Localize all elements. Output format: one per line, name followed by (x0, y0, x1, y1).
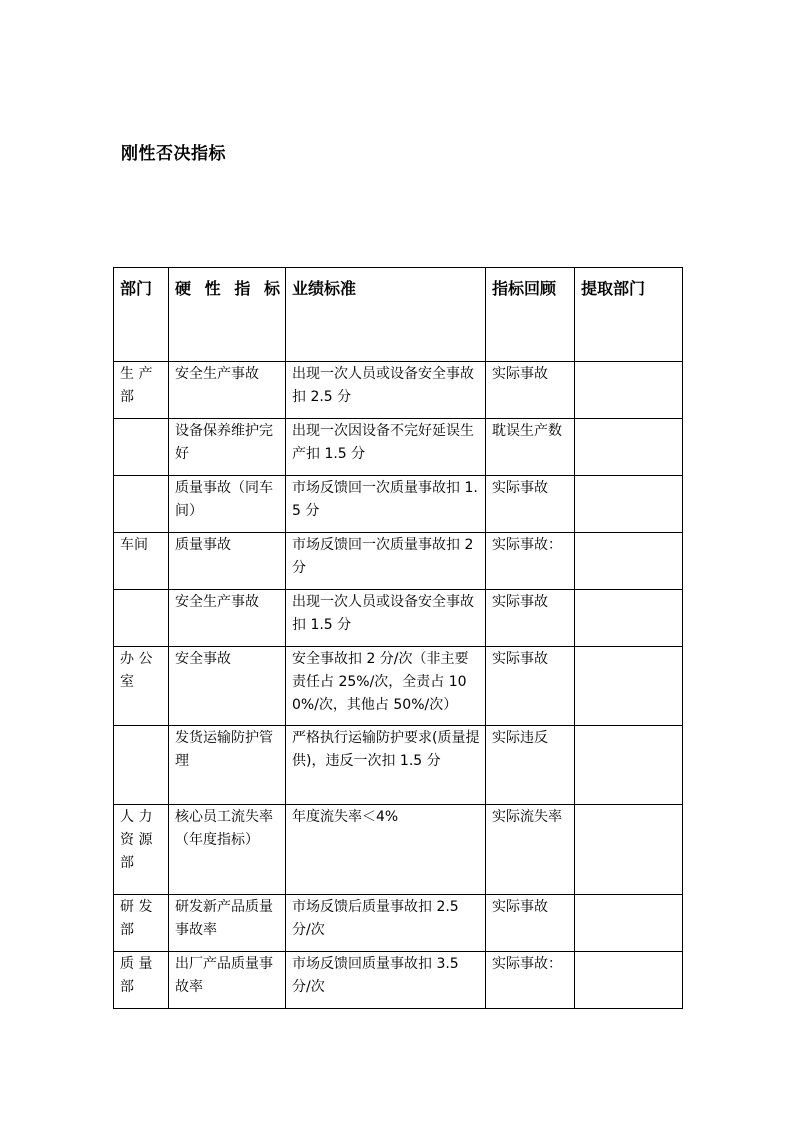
cell-metric: 研发新产品质量事故率 (169, 895, 286, 952)
table-row (114, 476, 683, 533)
cell-standard: 出现一次人员或设备安全事故扣 1.5 分 (286, 590, 486, 647)
cell-metric: 安全生产事故 (169, 362, 286, 419)
cell-standard: 出现一次人员或设备安全事故扣 2.5 分 (286, 362, 486, 419)
cell-extraction (575, 895, 683, 952)
cell-review: 实际事故 (486, 895, 575, 952)
cell-extraction (575, 533, 683, 590)
cell-review: 实际事故 (486, 362, 575, 419)
cell-metric: 质量事故 (169, 533, 286, 590)
cell-review: 实际事故： (486, 952, 575, 1009)
cell-review: 实际事故 (486, 647, 575, 726)
table-row (114, 726, 683, 805)
cell-department (114, 476, 169, 533)
cell-extraction (575, 590, 683, 647)
cell-extraction (575, 805, 683, 895)
document-title: 刚性否决指标 (121, 144, 226, 164)
header-extraction-department: 提取部门 (575, 268, 683, 362)
cell-standard: 市场反馈回一次质量事故扣 2 分 (286, 533, 486, 590)
cell-department (114, 590, 169, 647)
rigid-veto-metrics-table (113, 267, 683, 1009)
cell-metric: 核心员工流失率（年度指标） (169, 805, 286, 895)
cell-metric: 安全生产事故 (169, 590, 286, 647)
cell-review: 实际事故 (486, 476, 575, 533)
cell-department (114, 419, 169, 476)
cell-review: 实际流失率 (486, 805, 575, 895)
table-row (114, 362, 683, 419)
cell-extraction (575, 726, 683, 805)
cell-review: 实际事故： (486, 533, 575, 590)
cell-standard: 年度流失率＜4% (286, 805, 486, 895)
cell-review: 实际事故 (486, 590, 575, 647)
cell-standard: 市场反馈回质量事故扣 3.5 分/次 (286, 952, 486, 1009)
cell-department: 生 产 部 (114, 362, 169, 419)
cell-department: 车间 (114, 533, 169, 590)
cell-extraction (575, 647, 683, 726)
table-row (114, 805, 683, 895)
table-row (114, 952, 683, 1009)
table-row (114, 647, 683, 726)
cell-department: 研 发 部 (114, 895, 169, 952)
table-header-row (114, 268, 683, 362)
cell-department (114, 726, 169, 805)
header-rigid-metric: 硬 性 指 标 (169, 268, 286, 362)
cell-review: 耽误生产数 (486, 419, 575, 476)
table-row (114, 533, 683, 590)
cell-metric: 设备保养维护完好 (169, 419, 286, 476)
cell-extraction (575, 419, 683, 476)
table-row (114, 590, 683, 647)
cell-department: 办 公 室 (114, 647, 169, 726)
cell-standard: 市场反馈后质量事故扣 2.5 分/次 (286, 895, 486, 952)
header-performance-standard: 业绩标准 (286, 268, 486, 362)
header-department: 部门 (114, 268, 169, 362)
cell-extraction (575, 476, 683, 533)
cell-standard: 市场反馈回一次质量事故扣 1.5 分 (286, 476, 486, 533)
cell-standard: 出现一次因设备不完好延误生产扣 1.5 分 (286, 419, 486, 476)
cell-metric: 发货运输防护管理 (169, 726, 286, 805)
cell-metric: 质量事故（同车间） (169, 476, 286, 533)
cell-extraction (575, 952, 683, 1009)
cell-review: 实际违反 (486, 726, 575, 805)
cell-extraction (575, 362, 683, 419)
cell-department: 人 力 资 源 部 (114, 805, 169, 895)
cell-standard: 安全事故扣 2 分/次（非主要责任占 25%/次，全责占 100%/次，其他占 50%/次） (286, 647, 486, 726)
header-metric-review: 指标回顾 (486, 268, 575, 362)
cell-department: 质 量 部 (114, 952, 169, 1009)
cell-standard: 严格执行运输防护要求(质量提供)，违反一次扣 1.5 分 (286, 726, 486, 805)
cell-metric: 安全事故 (169, 647, 286, 726)
cell-metric: 出厂产品质量事故率 (169, 952, 286, 1009)
table-row (114, 895, 683, 952)
table-row (114, 419, 683, 476)
